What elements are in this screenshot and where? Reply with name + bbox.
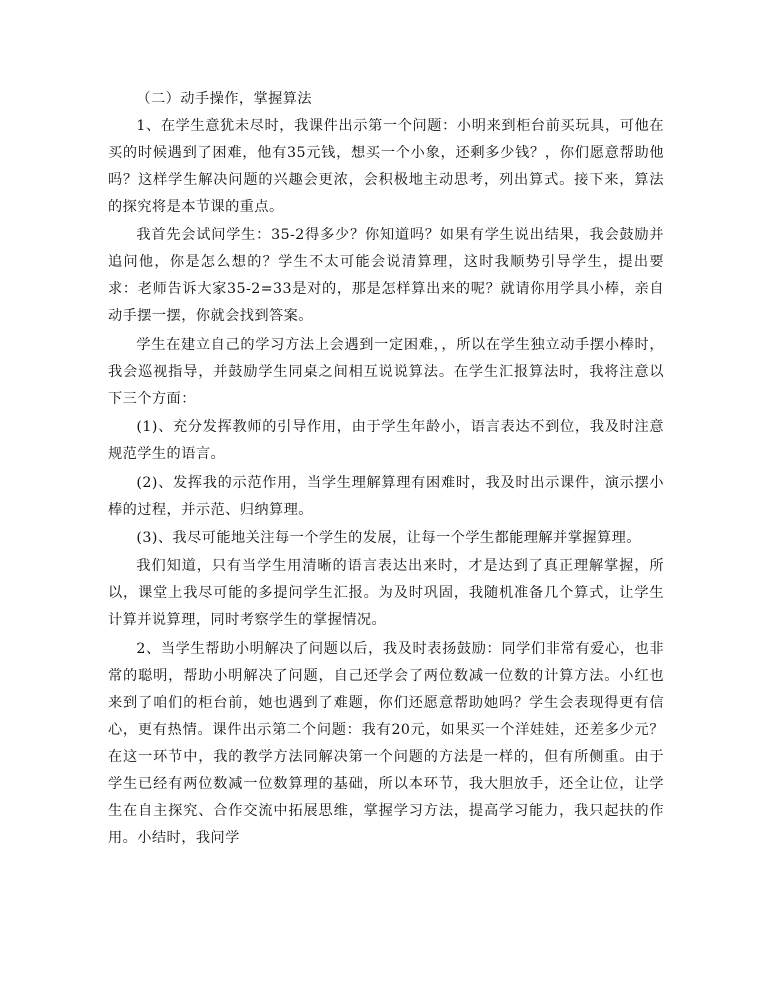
paragraph-7: 我们知道，只有当学生用清晰的语言表达出来时，才是达到了真正理解掌握，所以，课堂上我尽可能的多提问学生汇报。为及时巩固，我随机准备几个算式，让学生计算并说算理，同时考察学生的掌握情况。 — [108, 558, 664, 629]
paragraph-2: 我首先会试问学生：35-2得多少？你知道吗？如果有学生说出结果，我会鼓励并追问他，你是怎么想的？学生不太可能会说清算理，这时我顺势引导学生，提出要求：老师告诉大家35-2=33是对的，那是怎样算出来的呢？就请你用学具小棒，亲自动手摆一摆，你就会找到答案。 — [108, 227, 664, 325]
paragraph-3: 学生在建立自己的学习方法上会遇到一定困难，，所以在学生独立动手摆小棒时，我会巡视指导，并鼓励学生同桌之间相互说说算法。在学生汇报算法时，我将注意以下三个方面： — [108, 336, 664, 407]
section-heading: （二）动手操作，掌握算法 — [136, 91, 313, 107]
document-page — [108, 84, 664, 853]
paragraph-4: (1)、充分发挥教师的引导作用，由于学生年龄小，语言表达不到位，我及时注意规范学生的语言。 — [108, 419, 664, 463]
paragraph-1: 1、在学生意犹未尽时，我课件出示第一个问题：小明来到柜台前买玩具，可他在买的时候遇到了困难，他有35元钱，想买一个小象，还剩多少钱？，你们愿意帮助他吗？这样学生解决问题的兴趣会更浓，会积极地主动思考，列出算式。接下来，算法的探究将是本节课的重点。 — [108, 118, 664, 215]
paragraph-5: (2)、发挥我的示范作用，当学生理解算理有困难时，我及时出示课件，演示摆小棒的过程，并示范、归纳算理。 — [108, 474, 664, 518]
paragraph-8: 2、当学生帮助小明解决了问题以后，我及时表扬鼓励：同学们非常有爱心，也非常的聪明，帮助小明解决了问题，自己还学会了两位数减一位数的计算方法。小红也来到了咱们的柜台前，她也遇到了难题，你们还愿意帮助她吗？学生会表现得更有信心，更有热情。课件出示第二个问题：我有20元，如果买一个洋娃娃，还差多少元？在这一环节中，我的教学方法同解决第一个问题的方法是一样的，但有所侧重。由于学生已经有两位数减一位数算理的基础，所以本环节，我大胆放手，还全让位，让学生在自主探究、合作交流中拓展思维，掌握学习方法，提高学习能力，我只起扶的作用。小结时，我问学 — [108, 640, 664, 846]
paragraph-6: (3)、我尽可能地关注每一个学生的发展，让每一个学生都能理解并掌握算理。 — [136, 529, 641, 546]
